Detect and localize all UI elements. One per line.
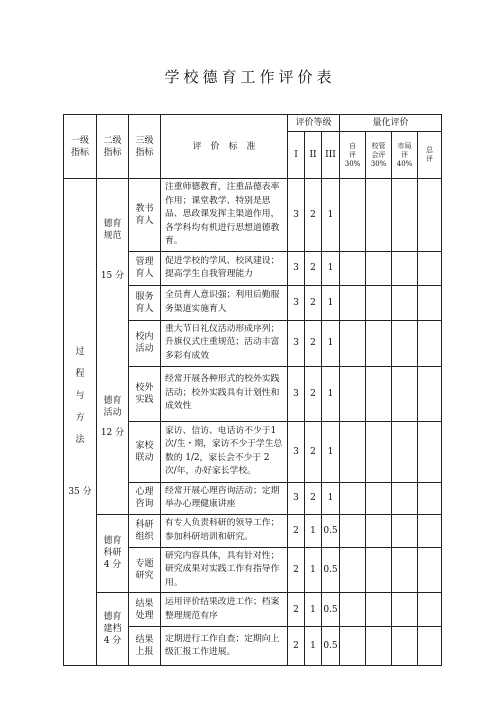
score-cell[interactable] xyxy=(418,320,442,366)
score-cell[interactable] xyxy=(418,421,442,482)
score-cell[interactable] xyxy=(418,179,442,252)
header-grade-1: I xyxy=(288,132,305,179)
criteria-cell: 促进学校的学风、校风建设；提高学生自我管理能力 xyxy=(161,251,288,285)
header-total-eval: 总 评 xyxy=(418,132,442,179)
grade-cell: 1 xyxy=(322,366,340,421)
criteria-cell: 家访、信访、电话访不少于1次/生・期，家访不少于学生总数的 1/2，家长会不少于 2 次/年，办好家长学校。 xyxy=(161,421,288,482)
grade-cell: 3 xyxy=(288,421,305,482)
score-cell[interactable] xyxy=(366,482,392,514)
score-cell[interactable] xyxy=(392,366,418,421)
score-cell[interactable] xyxy=(340,366,366,421)
table-row xyxy=(64,179,442,252)
header-self-eval: 自 评 30% xyxy=(340,132,366,179)
level3-cell: 家校 联动 xyxy=(129,421,161,482)
grade-cell: 3 xyxy=(288,179,305,252)
score-cell[interactable] xyxy=(366,366,392,421)
score-cell[interactable] xyxy=(366,421,392,482)
level2-moral-archives: 德育 建档 4 分 xyxy=(97,593,129,666)
score-cell[interactable] xyxy=(418,482,442,514)
header-grade-group: 评价等级 xyxy=(288,115,340,132)
score-cell[interactable] xyxy=(340,547,366,593)
grade-cell: 2 xyxy=(305,482,322,514)
score-cell[interactable] xyxy=(340,251,366,285)
criteria-cell: 运用评价结果改进工作；档案整理规范有序 xyxy=(161,593,288,627)
grade-cell: 1 xyxy=(322,251,340,285)
grade-cell: 3 xyxy=(288,251,305,285)
grade-cell: 0.5 xyxy=(322,593,340,627)
grade-cell: 2 xyxy=(288,547,305,593)
score-cell[interactable] xyxy=(392,251,418,285)
evaluation-table xyxy=(63,114,442,666)
score-cell[interactable] xyxy=(418,366,442,421)
grade-cell: 0.5 xyxy=(322,514,340,547)
header-level3: 三级 指标 xyxy=(129,115,161,179)
score-cell[interactable] xyxy=(392,320,418,366)
score-cell[interactable] xyxy=(392,627,418,666)
grade-cell: 1 xyxy=(305,514,322,547)
level3-cell: 专题 研究 xyxy=(129,547,161,593)
table-row xyxy=(64,514,442,547)
header-grade-2: II xyxy=(305,132,322,179)
score-cell[interactable] xyxy=(392,593,418,627)
criteria-cell: 全员育人意识强；利用后勤服务渠道实施育人 xyxy=(161,285,288,320)
grade-cell: 0.5 xyxy=(322,627,340,666)
grade-cell: 3 xyxy=(288,366,305,421)
score-cell[interactable] xyxy=(340,593,366,627)
header-grade-3: III xyxy=(322,132,340,179)
header-level1: 一级 指标 xyxy=(64,115,97,179)
criteria-cell: 经常开展各种形式的校外实践活动；校外实践具有计划性和成效性 xyxy=(161,366,288,421)
score-cell[interactable] xyxy=(340,285,366,320)
score-cell[interactable] xyxy=(366,593,392,627)
score-cell[interactable] xyxy=(340,421,366,482)
header-school-eval: 校管 会评 30% xyxy=(366,132,392,179)
grade-cell: 2 xyxy=(288,593,305,627)
criteria-cell: 有专人负责科研的领导工作；参加科研培训和研究。 xyxy=(161,514,288,547)
header-city-eval: 市局 评 40% xyxy=(392,132,418,179)
grade-cell: 2 xyxy=(305,285,322,320)
score-cell[interactable] xyxy=(340,627,366,666)
grade-cell: 2 xyxy=(288,514,305,547)
score-cell[interactable] xyxy=(418,547,442,593)
table-row xyxy=(64,320,442,366)
level3-cell: 心理 咨询 xyxy=(129,482,161,514)
level2-moral-norms: 德育 规范 15 分 xyxy=(97,179,129,321)
table-row xyxy=(64,593,442,627)
score-cell[interactable] xyxy=(366,179,392,252)
level3-cell: 结果 处理 xyxy=(129,593,161,627)
header-quant-group: 量化评价 xyxy=(340,115,442,132)
level2-moral-research: 德育 科研 4 分 xyxy=(97,514,129,593)
grade-cell: 1 xyxy=(305,547,322,593)
criteria-cell: 定期进行工作自查；定期向上级汇报工作进展。 xyxy=(161,627,288,666)
page-title: 学校德育工作评价表 xyxy=(164,68,336,86)
level1-process-method: 过 程 与 方 法 35 分 xyxy=(64,179,97,666)
level3-cell: 教书 育人 xyxy=(129,179,161,252)
grade-cell: 2 xyxy=(288,627,305,666)
score-cell[interactable] xyxy=(366,251,392,285)
score-cell[interactable] xyxy=(340,179,366,252)
grade-cell: 3 xyxy=(288,285,305,320)
criteria-cell: 重大节日礼仪活动形成序列；升旗仪式庄重规范；活动丰富多彩有成效 xyxy=(161,320,288,366)
grade-cell: 3 xyxy=(288,482,305,514)
score-cell[interactable] xyxy=(366,627,392,666)
score-cell[interactable] xyxy=(366,547,392,593)
score-cell[interactable] xyxy=(392,285,418,320)
score-cell[interactable] xyxy=(392,179,418,252)
score-cell[interactable] xyxy=(392,482,418,514)
level3-cell: 校内 活动 xyxy=(129,320,161,366)
score-cell[interactable] xyxy=(366,320,392,366)
score-cell[interactable] xyxy=(392,421,418,482)
header-level2: 二级 指标 xyxy=(97,115,129,179)
grade-cell: 2 xyxy=(305,251,322,285)
score-cell[interactable] xyxy=(366,514,392,547)
level3-cell: 服务 育人 xyxy=(129,285,161,320)
grade-cell: 1 xyxy=(322,482,340,514)
grade-cell: 2 xyxy=(305,421,322,482)
score-cell[interactable] xyxy=(418,593,442,627)
score-cell[interactable] xyxy=(418,627,442,666)
level3-cell: 管理 育人 xyxy=(129,251,161,285)
grade-cell: 0.5 xyxy=(322,547,340,593)
criteria-cell: 经常开展心理咨询活动；定期举办心理健康讲座 xyxy=(161,482,288,514)
level2-moral-activities: 德育 活动 12 分 xyxy=(97,320,129,514)
header-criteria: 评 价 标 准 xyxy=(161,115,288,179)
score-cell[interactable] xyxy=(418,285,442,320)
grade-cell: 2 xyxy=(305,366,322,421)
score-cell[interactable] xyxy=(340,482,366,514)
score-cell[interactable] xyxy=(418,514,442,547)
grade-cell: 2 xyxy=(305,179,322,252)
score-cell[interactable] xyxy=(340,514,366,547)
level3-cell: 结果 上报 xyxy=(129,627,161,666)
criteria-cell: 注重师德教育，注重品德表率作用；课堂教学、特别是思品、思政课发挥主渠道作用，各学科均有机进行思想道德教育。 xyxy=(161,179,288,252)
score-cell[interactable] xyxy=(366,285,392,320)
score-cell[interactable] xyxy=(392,514,418,547)
criteria-cell: 研究内容具体，具有针对性；研究成果对实践工作有指导作用。 xyxy=(161,547,288,593)
level3-cell: 校外 实践 xyxy=(129,366,161,421)
grade-cell: 1 xyxy=(322,320,340,366)
grade-cell: 1 xyxy=(305,593,322,627)
grade-cell: 1 xyxy=(322,285,340,320)
grade-cell: 3 xyxy=(288,320,305,366)
score-cell[interactable] xyxy=(392,547,418,593)
score-cell[interactable] xyxy=(418,251,442,285)
grade-cell: 1 xyxy=(322,421,340,482)
grade-cell: 1 xyxy=(322,179,340,252)
level3-cell: 科研 组织 xyxy=(129,514,161,547)
score-cell[interactable] xyxy=(340,320,366,366)
grade-cell: 2 xyxy=(305,320,322,366)
grade-cell: 1 xyxy=(305,627,322,666)
